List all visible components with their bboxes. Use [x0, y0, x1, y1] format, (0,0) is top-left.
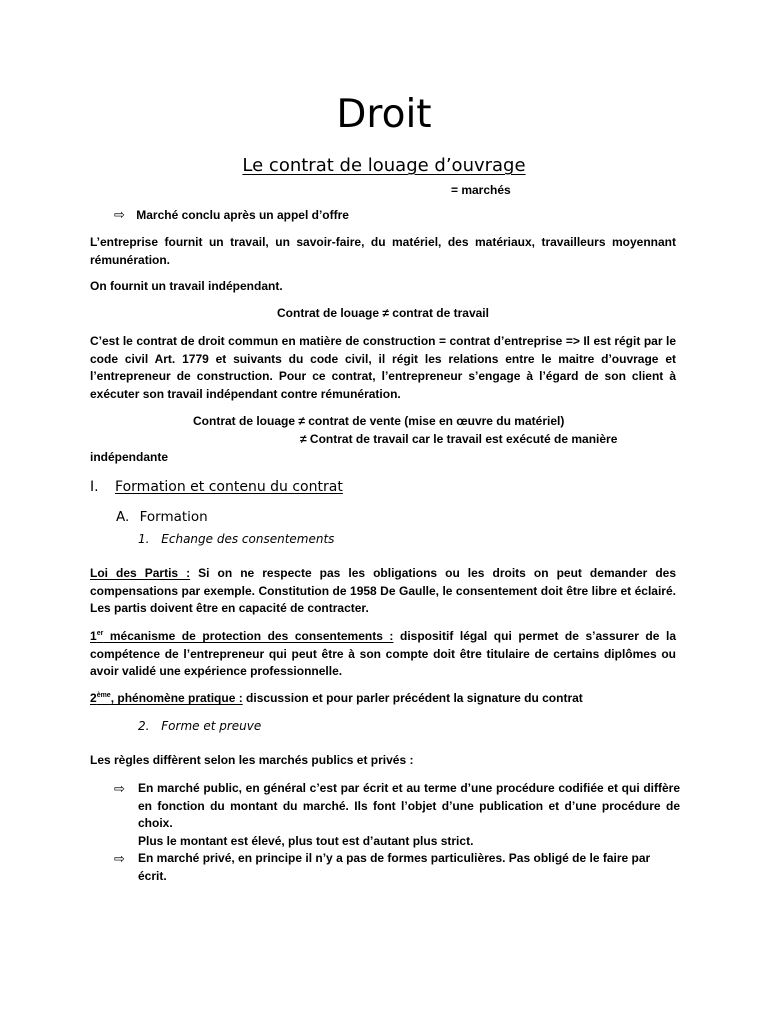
centered-line: Contrat de louage ≠ contrat de travail: [277, 306, 489, 320]
arrow-bullet-icon: ⇨: [114, 207, 125, 222]
subtitle-note: = marchés: [451, 183, 511, 197]
label-text: mécanisme de protection des consentements :: [103, 629, 394, 643]
paragraph-mecanisme-1: [90, 628, 676, 681]
heading-level-3: [138, 532, 538, 546]
heading-text: Formation: [139, 509, 208, 525]
bullet-text: En marché privé, en principe il n’y a pas de formes particulières. Pas obligé de le faire par écrit.: [138, 851, 651, 883]
heading-text: Echange des consentements: [161, 532, 335, 546]
document-subtitle: Le contrat de louage d’ouvrage: [242, 155, 526, 176]
heading-text: Formation et contenu du contrat: [115, 479, 343, 495]
bullet-item: [114, 206, 674, 225]
ordinal-number: 2: [90, 691, 97, 705]
arrow-bullet-icon: ⇨: [114, 781, 125, 796]
paragraph-label: Loi des Partis :: [90, 566, 191, 580]
paragraph: On fournit un travail indépendant.: [90, 279, 283, 293]
paragraph-text: discussion et pour parler précédent la signature du contrat: [242, 691, 583, 705]
centered-line: ≠ Contrat de travail car le travail est exécuté de manière: [300, 432, 618, 446]
paragraph: Les règles diffèrent selon les marchés publics et privés :: [90, 753, 414, 767]
heading-number: A.: [116, 509, 130, 525]
heading-level-1: [90, 479, 590, 495]
bullet-item: [114, 850, 680, 885]
bullet-item: [114, 780, 680, 850]
heading-number: 2.: [138, 719, 150, 733]
label-text: , phénomène pratique :: [110, 691, 243, 705]
paragraph-mecanisme-2: [90, 690, 676, 708]
paragraph-loi-des-partis: [90, 565, 676, 618]
heading-level-3: [138, 719, 538, 733]
paragraph-text: Si on ne respecte pas les obligations ou les droits on peut demander des compensations par exemple. Constitution de 1958 De Gaulle, le consentement doit être libre et éclairé. Les partis doivent être en capacité de contracter.: [90, 566, 676, 615]
paragraph-label: [90, 629, 393, 643]
ordinal-suffix: ème: [96, 692, 111, 699]
paragraph-text: dispositif légal qui permet de s’assurer de la compétence de l’entrepreneur qui peut être à son compte doit être titulaire de certains diplômes ou avoir validé une expérience professionnelle.: [90, 629, 677, 678]
paragraph: L’entreprise fournit un travail, un savoir-faire, du matériel, des matériaux, travailleurs moyennant rémunération.: [90, 235, 676, 267]
ordinal-number: 1: [90, 629, 97, 643]
ordinal-suffix: er: [96, 630, 104, 637]
centered-line: Contrat de louage ≠ contrat de vente (mise en œuvre du matériel): [193, 414, 565, 428]
bullet-text: Marché conclu après un appel d’offre: [136, 208, 349, 222]
arrow-bullet-icon: ⇨: [114, 851, 125, 866]
heading-number: I.: [90, 479, 99, 495]
heading-text: Forme et preuve: [161, 719, 262, 733]
paragraph-label: [90, 691, 243, 705]
paragraph: C’est le contrat de droit commun en matière de construction = contrat d’entreprise => Il est régit par le code civil Art. 1779 et suivants du code civil, il régit les relations entre le maitre d’ouvrage et l’entrepreneur de construction. Pour ce contrat, l’entrepreneur s’engage à l’égard de son client à exécuter son travail indépendant contre rémunération.: [90, 334, 676, 401]
heading-number: 1.: [138, 532, 150, 546]
document-title: Droit: [336, 92, 432, 137]
heading-level-2: [116, 509, 516, 525]
bullet-text-continuation: Plus le montant est élevé, plus tout est d’autant plus strict.: [138, 833, 474, 848]
bullet-text: En marché public, en général c’est par écrit et au terme d’une procédure codifiée et qui diffère en fonction du montant du marché. Ils font l’objet d’une publication et d’une procédure de choix.: [138, 781, 680, 830]
centered-line-continuation: indépendante: [90, 450, 169, 464]
